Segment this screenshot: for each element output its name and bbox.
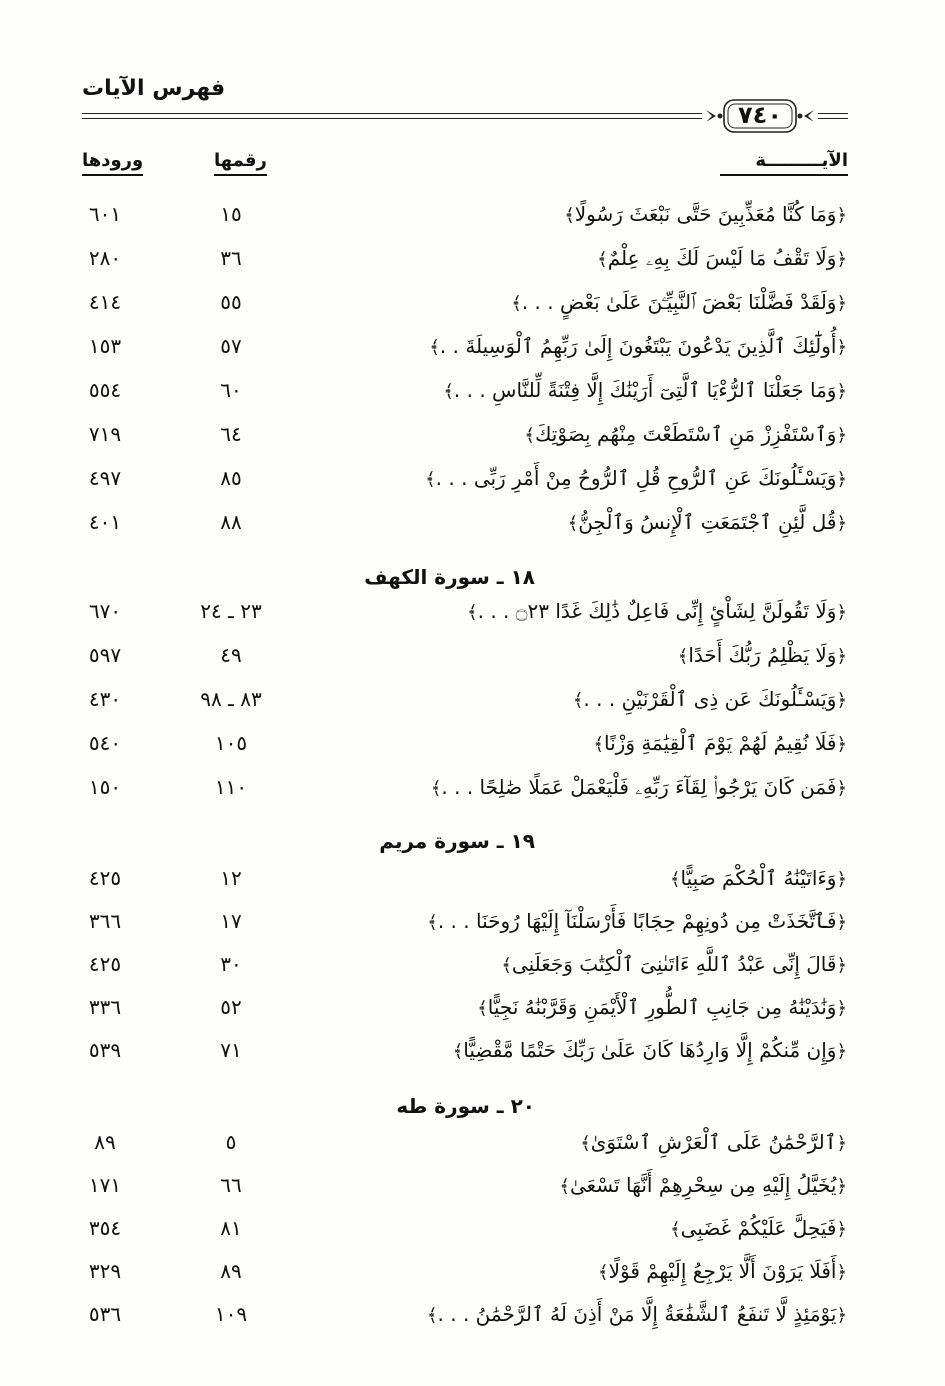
verse-close-ornament: ﴾	[669, 869, 681, 890]
verse-row	[0, 907, 945, 947]
verse-row	[0, 1214, 945, 1254]
verse-entry	[477, 995, 847, 1019]
verse-page: ٥٤٠	[88, 731, 122, 755]
verse-entry	[670, 1216, 847, 1240]
surah-heading: ١٨ ـ سورة الكهف	[364, 565, 535, 589]
verse-entry	[670, 866, 847, 890]
verse-number: ٨١	[220, 1216, 242, 1240]
verse-page: ٤٩٧	[88, 466, 122, 490]
verse-entry	[678, 643, 847, 667]
verse-open-ornament: ﴿	[836, 469, 847, 490]
verse-text: فَيَحِلَّ عَلَيْكُمْ غَضَبِى	[680, 1216, 837, 1240]
verse-page: ٣٥٤	[88, 1216, 122, 1240]
verse-number: ١٧	[220, 909, 242, 933]
verse-row	[0, 508, 945, 548]
verse-open-ornament: ﴿	[836, 955, 847, 976]
verse-text: فَمَن كَانَ يَرْجُوا۟ لِقَآءَ رَبِّهِۦ فَلْيَعْمَلْ عَمَلًا صَٰلِحًا . . .	[441, 775, 837, 799]
header-rule	[82, 113, 702, 114]
verse-number: ٧١	[220, 1038, 242, 1062]
verse-number: ٥	[225, 1130, 237, 1154]
verse-number: ٨٩	[220, 1259, 242, 1283]
verse-number: ٨٥	[220, 466, 242, 490]
verse-row	[0, 332, 945, 372]
verse-close-ornament: ﴾	[567, 513, 579, 534]
verse-close-ornament: ﴾	[452, 1041, 464, 1062]
verse-close-ornament: ﴾	[559, 1176, 570, 1197]
column-header-occurrence: ورودها	[82, 150, 143, 176]
verse-text: قُل لَّئِنِ ٱجْتَمَعَتِ ٱلْإِنسُ وَٱلْجِنُّ	[578, 510, 837, 534]
verse-close-ornament: ﴾	[427, 912, 438, 933]
verse-row	[0, 288, 945, 328]
verse-number: ٥٢	[220, 995, 242, 1019]
verse-row	[0, 1171, 945, 1211]
surah-heading: ٢٠ ـ سورة طه	[396, 1094, 535, 1118]
verse-row	[0, 641, 945, 681]
verse-close-ornament: ﴾	[524, 425, 535, 446]
verse-open-ornament: ﴿	[836, 513, 847, 534]
verse-entry	[568, 510, 847, 534]
verse-number: ٨٨	[220, 510, 242, 534]
verse-text: وَٱسْتَفْزِزْ مَنِ ٱسْتَطَعْتَ مِنْهُم بِصَوْتِكَ	[534, 422, 837, 446]
verse-open-ornament: ﴿	[836, 1262, 847, 1283]
verse-row	[0, 244, 945, 284]
verse-row	[0, 420, 945, 460]
verse-close-ornament: ﴾	[430, 778, 442, 799]
verse-entry	[524, 422, 847, 446]
verse-row	[0, 376, 945, 416]
verse-page: ٨٩	[94, 1130, 116, 1154]
verse-entry	[593, 731, 847, 755]
verse-close-ornament: ﴾	[477, 998, 488, 1019]
verse-entry	[580, 1130, 847, 1154]
verse-number: ٣٠	[220, 952, 242, 976]
verse-text: أَفَلَا يَرَوْنَ أَلَّا يَرْجِعُ إِلَيْهِمْ قَوْلًا	[608, 1259, 837, 1283]
verse-text: وَمَا كُنَّا مُعَذِّبِينَ حَتَّى نَبْعَثَ رَسُولًا	[574, 202, 837, 226]
verse-open-ornament: ﴿	[836, 690, 847, 711]
verse-open-ornament: ﴿	[836, 249, 847, 270]
verse-number: ١٥	[220, 202, 242, 226]
verse-open-ornament: ﴿	[836, 998, 847, 1019]
header-rule	[818, 113, 848, 114]
header-rule	[82, 118, 702, 119]
verse-entry	[429, 334, 847, 358]
verse-text: وَإِن مِّنكُمْ إِلَّا وَارِدُهَا كَانَ عَلَىٰ رَبِّكَ حَتْمًا مَّقْضِيًّا	[463, 1038, 837, 1062]
verse-row	[0, 1300, 945, 1340]
verse-text: وَلَقَدْ فَضَّلْنَا بَعْضَ ٱلنَّبِيِّـۧنَ عَلَىٰ بَعْضٍ . . .	[521, 290, 837, 314]
verse-page: ٥٣٦	[88, 1302, 122, 1326]
verse-row	[0, 200, 945, 240]
verse-row	[0, 1128, 945, 1168]
verse-number: ٨٣ ـ ٩٨	[200, 687, 262, 711]
verse-row	[0, 729, 945, 769]
verse-open-ornament: ﴿	[836, 337, 847, 358]
column-header-number: رقمها	[214, 150, 267, 176]
verse-page: ٢٨٠	[88, 246, 122, 270]
surah-heading: ١٩ ـ سورة مريم	[379, 829, 535, 853]
page-number: ٧٤٠	[738, 101, 782, 129]
verse-page: ٣٦٦	[88, 909, 122, 933]
verse-close-ornament: ﴾	[426, 1305, 438, 1326]
verse-entry	[427, 909, 847, 933]
verse-open-ornament: ﴿	[836, 425, 847, 446]
verse-close-ornament: ﴾	[564, 205, 575, 226]
verse-open-ornament: ﴿	[836, 1305, 847, 1326]
verse-number: ٦٦	[220, 1173, 242, 1197]
verse-page: ٥٩٧	[88, 643, 122, 667]
verse-page: ١٥٠	[88, 775, 122, 799]
verse-row	[0, 864, 945, 904]
header-rule	[818, 118, 848, 119]
verse-entry	[564, 202, 847, 226]
verse-close-ornament: ﴾	[670, 1219, 681, 1240]
verse-close-ornament: ﴾	[425, 469, 436, 490]
verse-entry	[598, 1259, 847, 1283]
verse-close-ornament: ﴾	[443, 381, 454, 402]
verse-entry	[453, 1038, 847, 1062]
verse-number: ٢٣ ـ ٢٤	[200, 599, 262, 623]
verse-text: أُولَٰٓئِكَ ٱلَّذِينَ يَدْعُونَ يَبْتَغُونَ إِلَىٰ رَبِّهِمُ ٱلْوَسِيلَةَ . .	[439, 334, 837, 358]
verse-open-ornament: ﴿	[836, 646, 847, 667]
verse-number: ٤٩	[220, 643, 242, 667]
verse-text: وَنَٰدَيْنَٰهُ مِن جَانِبِ ٱلطُّورِ ٱلْأَيْمَنِ وَقَرَّبْنَٰهُ نَجِيًّا	[487, 995, 837, 1019]
verse-text: يُخَيَّلُ إِلَيْهِ مِن سِحْرِهِمْ أَنَّهَا تَسْعَىٰ	[569, 1173, 837, 1197]
verse-close-ornament: ﴾	[598, 1262, 609, 1283]
verse-page: ٤٢٥	[88, 866, 122, 890]
verse-entry	[443, 378, 847, 402]
verse-text: ٱلرَّحْمَٰنُ عَلَى ٱلْعَرْشِ ٱسْتَوَىٰ	[590, 1130, 837, 1154]
verse-text: وَمَا جَعَلْنَا ٱلرُّءْيَا ٱلَّتِىٓ أَرَيْنَٰكَ إِلَّا فِتْنَةً لِّلنَّاسِ . . .	[453, 378, 837, 402]
verse-text: فَٱتَّخَذَتْ مِن دُونِهِمْ حِجَابًا فَأَرْسَلْنَآ إِلَيْهَا رُوحَنَا . . .	[437, 909, 837, 933]
verse-page: ٥٥٤	[88, 378, 122, 402]
verse-number: ١٢	[220, 866, 242, 890]
verse-text: وَءَاتَيْنَٰهُ ٱلْحُكْمَ صَبِيًّا	[680, 866, 837, 890]
verse-close-ornament: ﴾	[511, 293, 522, 314]
verse-row	[0, 773, 945, 813]
verse-entry	[597, 246, 847, 270]
verse-close-ornament: ﴾	[572, 690, 584, 711]
verse-page: ٤١٤	[88, 290, 122, 314]
verse-row	[0, 950, 945, 990]
verse-text: وَلَا تَقْفُ مَا لَيْسَ لَكَ بِهِۦ عِلْمٌ	[607, 246, 837, 270]
verse-open-ornament: ﴿	[836, 1041, 847, 1062]
verse-open-ornament: ﴿	[836, 602, 847, 623]
verse-text: يَوْمَئِذٍ لَّا تَنفَعُ ٱلشَّفَٰعَةُ إِلَّا مَنْ أَذِنَ لَهُ ٱلرَّحْمَٰنُ . . .	[437, 1302, 837, 1326]
verse-row	[0, 1257, 945, 1297]
verse-number: ٦٠	[220, 378, 242, 402]
verse-row	[0, 464, 945, 504]
verse-close-ornament: ﴾	[429, 337, 440, 358]
verse-number: ٣٦	[220, 246, 242, 270]
verse-text: وَيَسْـَٔلُونَكَ عَن ذِى ٱلْقَرْنَيْنِ . . .	[583, 687, 837, 711]
verse-open-ornament: ﴿	[836, 869, 847, 890]
verse-open-ornament: ﴿	[836, 778, 847, 799]
verse-text: وَيَسْـَٔلُونَكَ عَنِ ٱلرُّوحِ قُلِ ٱلرُّوحُ مِنْ أَمْرِ رَبِّى . . .	[435, 466, 837, 490]
verse-page: ٤٣٠	[88, 687, 122, 711]
verse-page: ٥٣٩	[88, 1038, 122, 1062]
verse-number: ٥٥	[220, 290, 242, 314]
verse-open-ornament: ﴿	[836, 1176, 847, 1197]
verse-row	[0, 993, 945, 1033]
verse-close-ornament: ﴾	[501, 955, 512, 976]
verse-number: ٦٤	[220, 422, 242, 446]
verse-open-ornament: ﴿	[836, 1219, 847, 1240]
verse-open-ornament: ﴿	[836, 381, 847, 402]
verse-page: ٣٣٦	[88, 995, 122, 1019]
verse-close-ornament: ﴾	[467, 602, 478, 623]
verse-entry	[501, 952, 847, 976]
verse-open-ornament: ﴿	[836, 912, 847, 933]
verse-entry	[573, 687, 847, 711]
verse-text: فَلَا نُقِيمُ لَهُمْ يَوْمَ ٱلْقِيَٰمَةِ وَزْنًا	[604, 731, 837, 755]
verse-close-ornament: ﴾	[580, 1133, 591, 1154]
verse-close-ornament: ﴾	[597, 249, 608, 270]
verse-text: وَلَا يَظْلِمُ رَبُّكَ أَحَدًا	[688, 643, 837, 667]
verse-number: ١٠٩	[214, 1302, 248, 1326]
verse-page: ٤٢٥	[88, 952, 122, 976]
verse-entry	[559, 1173, 847, 1197]
verse-page: ١٧١	[88, 1173, 122, 1197]
verse-page: ١٥٣	[88, 334, 122, 358]
verse-row	[0, 685, 945, 725]
verse-entry	[425, 466, 847, 490]
verse-close-ornament: ﴾	[593, 734, 604, 755]
verse-page: ٦٧٠	[88, 599, 122, 623]
verse-number: ١١٠	[214, 775, 248, 799]
verse-page: ٤٠١	[88, 510, 122, 534]
verse-open-ornament: ﴿	[836, 205, 847, 226]
verse-open-ornament: ﴿	[836, 293, 847, 314]
verse-entry	[431, 775, 847, 799]
verse-text: وَلَا تَقُولَنَّ لِشَاْئٍ إِنِّى فَاعِلٌ ذَٰلِكَ غَدًا ۝٢٣ . . .	[477, 599, 837, 623]
verse-text: قَالَ إِنِّى عَبْدُ ٱللَّهِ ءَاتَىٰنِىَ ٱلْكِتَٰبَ وَجَعَلَنِى	[511, 952, 837, 976]
verse-page: ٧١٩	[88, 422, 122, 446]
verse-entry	[511, 290, 847, 314]
verse-number: ١٠٥	[214, 731, 248, 755]
column-header-ayah: الآيـــــــــة	[720, 150, 848, 176]
verse-entry	[427, 1302, 847, 1326]
verse-open-ornament: ﴿	[836, 1133, 847, 1154]
verse-page: ٣٢٩	[88, 1259, 122, 1283]
verse-entry	[467, 599, 847, 623]
verse-row	[0, 1036, 945, 1076]
verse-number: ٥٧	[220, 334, 242, 358]
verse-open-ornament: ﴿	[836, 734, 847, 755]
verse-row	[0, 597, 945, 637]
verse-page: ٦٠١	[88, 202, 122, 226]
verse-close-ornament: ﴾	[677, 646, 689, 667]
running-title: فهرس الآيات	[82, 76, 226, 101]
